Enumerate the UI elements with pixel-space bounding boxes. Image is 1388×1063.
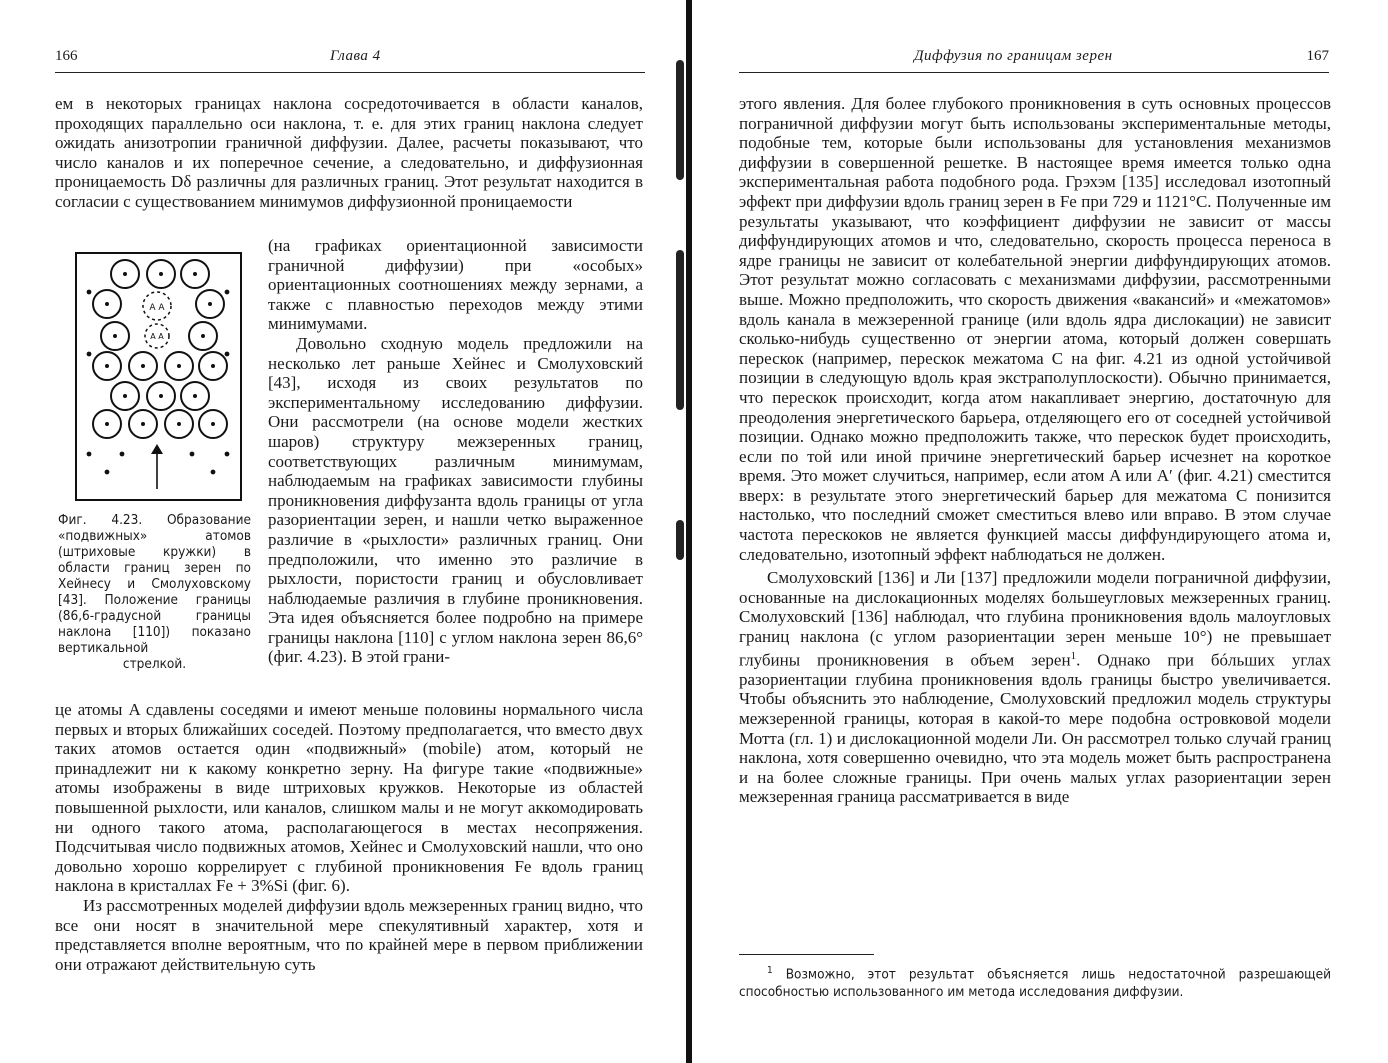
atom-label: A A bbox=[149, 303, 165, 313]
footnote bbox=[739, 962, 1331, 1001]
footnote-text: Возможно, этот результат объясняется лишь недостаточной разрешающей способностью использованного им метода исследования диффузии. bbox=[739, 966, 1331, 1000]
paragraph-side-2: Довольно сходную модель предложили на несколько лет раньше Хейнес и Смолуховский [43], исходя из своих результатов по экспериментальному исследованию диффузии. Они рассмотрели (на основе модели жестких шаров) структуру межзеренных границ, соответствующих различным минимумам, наблюдаемым на графиках зависимости глубины проникновения диффузанта вдоль границы от угла разориентации зерен, и нашли четко выраженное различие в «рыхлости» различных границ. Они предположили, что именно это различие в рыхлости, пористости границ и обусловливает наблюдаемые различия в глубине проникновения. Эта идея объясняется более подробно на примере границы наклона [110] с углом наклона зерен 86,6° (фиг. 4.23). В этой грани- bbox=[268, 333, 643, 667]
right-body-text bbox=[739, 94, 1331, 954]
paragraph-1: этого явления. Для более глубокого проникновения в суть основных процессов пограничной диффузии могут быть использованы экспериментальные методы, подобные тем, которые были использованы для установления механизмов диффузии в совершенной решетке. В настоящее время имеется только одна экспериментальная работа подобного рода. Грэхэм [135] исследовал изотопный эффект при диффузии вдоль границ зерен в Fe при 729 и 1121°С. Полученные им результаты указывают, что коэффициент диффузии не зависит от массы диффундирующих атомов и что, следовательно, скорость процесса переноса в ядре границы не зависит от колебательной энергии диффундирующих атомов. Этот результат можно согласовать с механизмами диффузии, рассмотренными выше. Можно предположить, что скорость движения «вакансий» и «межатомов» вдоль канала в межзеренной границе (или вдоль ядра дислокации) не зависит сколько-нибудь существенно от энергии атома, который должен совершать перескок (например, перескок межатома C на фиг. 4.21 из одной устойчивой позиции в следующую вдоль края экстраполуплоскости). Обычно принимается, что перескок происходит, когда атом накапливает энергию, достаточную для преодоления энергетического барьера, отделяющего его от соседней устойчивой позиции. Однако можно предположить также, что перескок будет происходить, если по той или иной причине энергетический барьер исчезнет на короткое время. Это может случиться, например, если атом A или A′ (фиг. 4.21) сместится вверх: в результате этого энергетический барьер для межатома C понизится настолько, что последний сможет сместиться влево или вправо. В этом случае частота перескоков не является функцией массы диффундирующего атома и, следовательно, изотопный эффект наблюдаться не должен. bbox=[739, 94, 1331, 564]
left-page bbox=[0, 0, 690, 1063]
bottom-text bbox=[55, 700, 643, 1000]
footnote-reference: 1 bbox=[1070, 649, 1077, 662]
footnote-mark: 1 bbox=[767, 965, 773, 976]
figure-caption bbox=[58, 512, 251, 672]
paragraph-bottom-2: Из рассмотренных моделей диффузии вдоль межзеренных границ видно, что все они носят в значительной мере спекулятивный характер, хотя и представляется вполне вероятным, что по крайней мере в первом приближении они отражают действительную суть bbox=[55, 895, 643, 974]
figure-4-23 bbox=[75, 252, 242, 501]
paragraph-2-end: . Однако при бóльших углах разориентации глубина проникновения вдоль границы быстро увеличивается. Чтобы объяснить это наблюдение, Смолуховский предложил модель структуры межзеренной границы, которая в какой-то мере подобна островковой модели Мотта (гл. 1) и дислокационной модели Ли. Он рассмотрел только случай границ наклона, хотя совершенно очевидно, что эта модель может быть распространена и на более сложные границы. При очень малых углах разориентации зерен межзеренная граница рассматривается в виде bbox=[739, 650, 1331, 807]
atom-structure-diagram bbox=[77, 254, 240, 499]
paragraph-2-start: Смолуховский [136] и Ли [137] предложили модели пограничной диффузии, основанные на дислокационных моделях большеугловых межзеренных границ. Смолуховский [136] наблюдал, что глубина проникновения вдоль малоугловых границ наклона (с углом разориентации зерен меньше 10°) не превышает глубины проникновения в объем зерен bbox=[739, 568, 1331, 670]
paragraph-side-continuation: (на графиках ориентационной зависимости граничной диффузии) при «особых» ориентационных соотношениях между зернами, а также с плавностью переходов между этими минимумами. bbox=[268, 236, 643, 334]
right-page-header bbox=[739, 44, 1329, 73]
footnote-rule bbox=[739, 954, 874, 955]
running-head: Диффузия по границам зерен bbox=[914, 48, 1113, 64]
page-number: 167 bbox=[1306, 48, 1329, 64]
side-column-text bbox=[268, 236, 643, 700]
page-number: 166 bbox=[55, 48, 78, 64]
right-page bbox=[694, 0, 1388, 1063]
atom-label: A A bbox=[150, 332, 164, 341]
paragraph-top bbox=[55, 94, 643, 236]
figure-caption-end: стрелкой. bbox=[122, 656, 187, 672]
paragraph-top-text: ем в некоторых границах наклона сосредоточивается в области каналов, проходящих параллельно оси наклона, т. е. для этих границ наклона следует ожидать анизотропии граничной диффузии. Далее, расчеты показывают, что число каналов и их поперечное сечение, а следовательно, и диффузионная проницаемость Dδ различны для различных границ. Этот результат находится в согласии с существованием минимумов диффузионной проницаемости bbox=[55, 94, 643, 211]
paragraph-2 bbox=[739, 568, 1331, 807]
paragraph-bottom-continuation: це атомы A сдавлены соседями и имеют меньше половины нормального числа первых и вторых ближайших соседей. Поэтому предполагается, что вместо двух таких атомов остается один «подвижный» (mobile) атом, который не принадлежит ни к какому конкретно зерну. На фигуре такие «подвижные» атомы изображены в виде штриховых кружков. Некоторые из областей повышенной рыхлости, или каналов, слишком малы и не могут аккомодировать ни одного такого атома, располагающегося в местах несопряжения. Подсчитывая число подвижных атомов, Хейнес и Смолуховский нашли, что оно довольно хорошо коррелирует с глубиной проникновения Fe вдоль границ наклона в кристаллах Fe + 3%Si (фиг. 6). bbox=[55, 700, 643, 896]
left-page-header bbox=[55, 44, 645, 73]
running-head: Глава 4 bbox=[330, 48, 381, 64]
figure-caption-text: Фиг. 4.23. Образование «подвижных» атомов (штриховые кружки) в области границ зерен по Хейнесу и Смолуховскому [43]. Положение границы (86,6-градусной границы наклона [110]) показано вертикальной bbox=[58, 512, 251, 656]
